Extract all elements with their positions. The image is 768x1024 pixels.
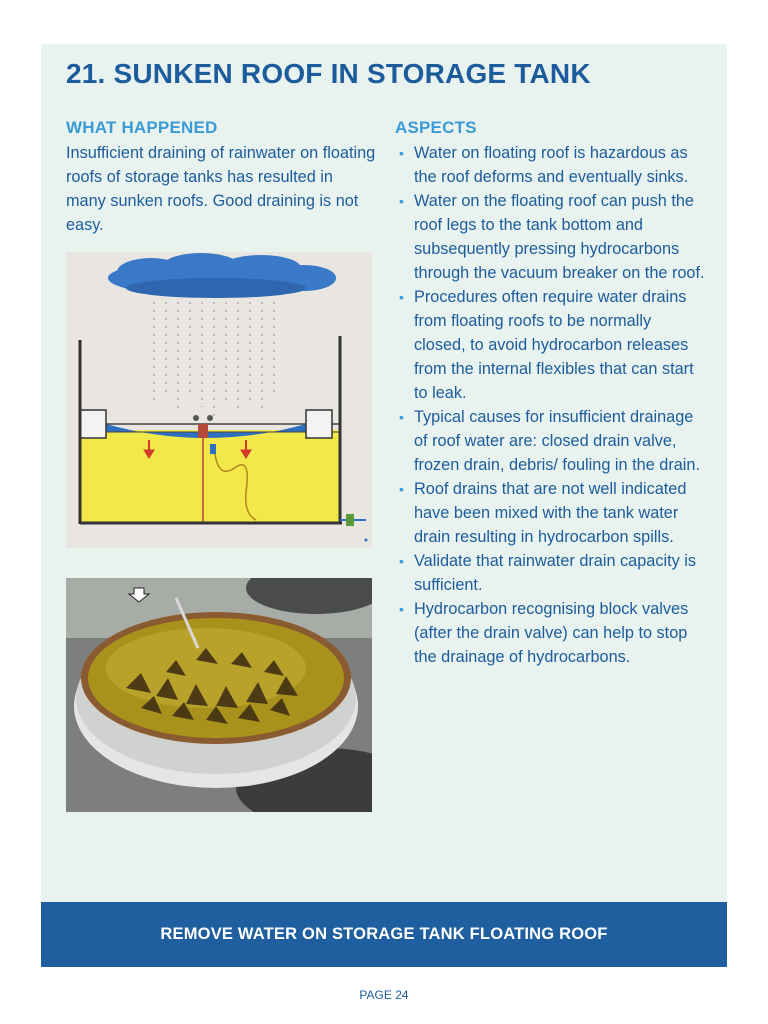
aspect-item <box>397 405 707 477</box>
bullet-icon: • <box>399 289 404 305</box>
bullet-icon: • <box>399 601 404 617</box>
aspect-text: Typical causes for insufficient drainage of roof water are: closed drain valve, frozen drain, debris/ fouling in the drain. <box>414 408 700 474</box>
tank-rain-diagram <box>66 252 372 548</box>
summary-banner <box>41 902 727 967</box>
aspect-text: Water on the floating roof can push the roof legs to the tank bottom and subsequently pressing hydrocarbons through the vacuum breaker on the roof. <box>414 192 705 282</box>
aspect-text: Roof drains that are not well indicated have been mixed with the tank water drain resulting in hydrocarbon spills. <box>414 480 687 546</box>
bullet-icon: • <box>399 553 404 569</box>
aspect-item <box>397 285 707 405</box>
aspect-item <box>397 597 707 669</box>
bullet-icon: • <box>399 145 404 161</box>
aspect-item <box>397 549 707 597</box>
bullet-icon: • <box>399 409 404 425</box>
what-happened-text: Insufficient draining of rainwater on floating roofs of storage tanks has resulted in many sunken roofs. Good draining is not easy. <box>66 144 376 234</box>
page-title: 21. SUNKEN ROOF IN STORAGE TANK <box>66 58 591 89</box>
what-happened-heading: WHAT HAPPENED <box>66 118 218 137</box>
bullet-icon: • <box>399 193 404 209</box>
sunken-roof-photo <box>66 578 372 812</box>
aspect-text: Water on floating roof is hazardous as the roof deforms and eventually sinks. <box>414 144 689 186</box>
aspect-item <box>397 477 707 549</box>
valve-icon <box>346 514 354 526</box>
page-number: PAGE 24 <box>359 988 409 1002</box>
aspect-text: Validate that rainwater drain capacity is sufficient. <box>414 552 697 594</box>
aspect-text: Hydrocarbon recognising block valves (after the drain valve) can help to stop the drainage of hydrocarbons. <box>414 600 689 666</box>
aspect-item <box>397 189 707 285</box>
aspects-heading: ASPECTS <box>395 118 477 137</box>
aspect-item <box>397 141 707 189</box>
aspect-text: Procedures often require water drains from floating roofs to be normally closed, to avoid hydrocarbon releases from the internal flexibles that can start to leak. <box>414 288 694 402</box>
bullet-icon: • <box>399 481 404 497</box>
banner-text: REMOVE WATER ON STORAGE TANK FLOATING ROOF <box>160 925 608 943</box>
aspects-list <box>397 141 707 669</box>
